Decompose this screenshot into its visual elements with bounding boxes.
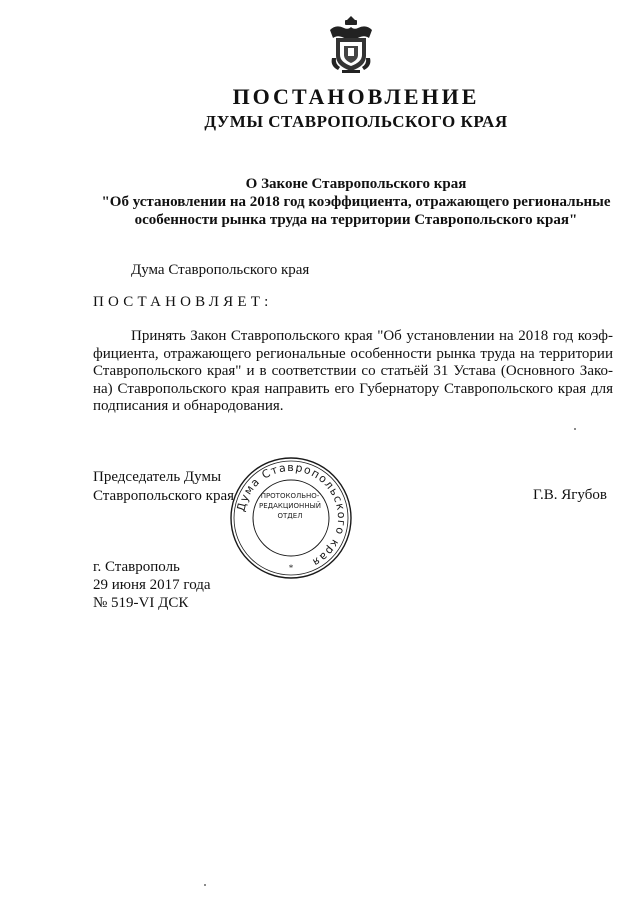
issuing-body-title: ДУМЫ СТАВРОПОЛЬСКОГО КРАЯ: [204, 112, 508, 131]
subject-line: "Об установлении на 2018 год коэффициента, отражающего региональные: [101, 194, 611, 210]
scan-speck: [204, 884, 206, 886]
stamp-ring-text: Дума Ставропольского края: [234, 460, 349, 570]
coat-of-arms-emblem: [326, 14, 376, 74]
scan-speck: [574, 428, 576, 430]
paragraph-line: подписания и обнародования.: [93, 398, 284, 414]
subject-line: О Законе Ставропольского края: [245, 176, 467, 192]
city: г. Ставрополь: [93, 559, 180, 575]
signatory-name: Г.В. Ягубов: [533, 487, 607, 503]
stamp-inner-line: ОТДЕЛ: [277, 512, 303, 520]
signatory-title: [93, 468, 234, 506]
paragraph-line: Принять Закон Ставропольского края "Об установлении на 2018 год коэф-: [131, 328, 613, 344]
place-date-number: [93, 558, 211, 612]
paragraph-line: фициента, отражающего региональные особенности рынка труда на территории: [93, 345, 613, 362]
document-number: № 519-VI ДСК: [93, 595, 189, 611]
svg-text:*: *: [288, 563, 294, 573]
signatory-title-line: Председатель Думы: [93, 469, 222, 485]
resolution-paragraph: [93, 328, 613, 416]
official-stamp: [228, 455, 354, 581]
subject-line: особенности рынка труда на территории Ставропольского края": [134, 212, 578, 228]
paragraph-line: Ставропольского края" и в соответствии со статьёй 31 Устава (Основного Зако-: [93, 363, 613, 379]
acting-body: Дума Ставропольского края: [131, 262, 310, 278]
date: 29 июня 2017 года: [93, 577, 211, 593]
signatory-title-line: Ставропольского края: [93, 488, 234, 504]
paragraph-line: на) Ставропольского края направить его Губернатору Ставропольского края для: [93, 380, 613, 397]
stamp-inner-line: ПРОТОКОЛЬНО-: [260, 492, 320, 500]
stamp-inner-label: [250, 491, 330, 521]
resolution-subject: [80, 175, 632, 229]
stamp-inner-line: РЕДАКЦИОННЫЙ: [259, 502, 321, 510]
resolves-heading: ПОСТАНОВЛЯЕТ:: [93, 294, 273, 310]
document-type-title: ПОСТАНОВЛЕНИЕ: [232, 84, 480, 109]
